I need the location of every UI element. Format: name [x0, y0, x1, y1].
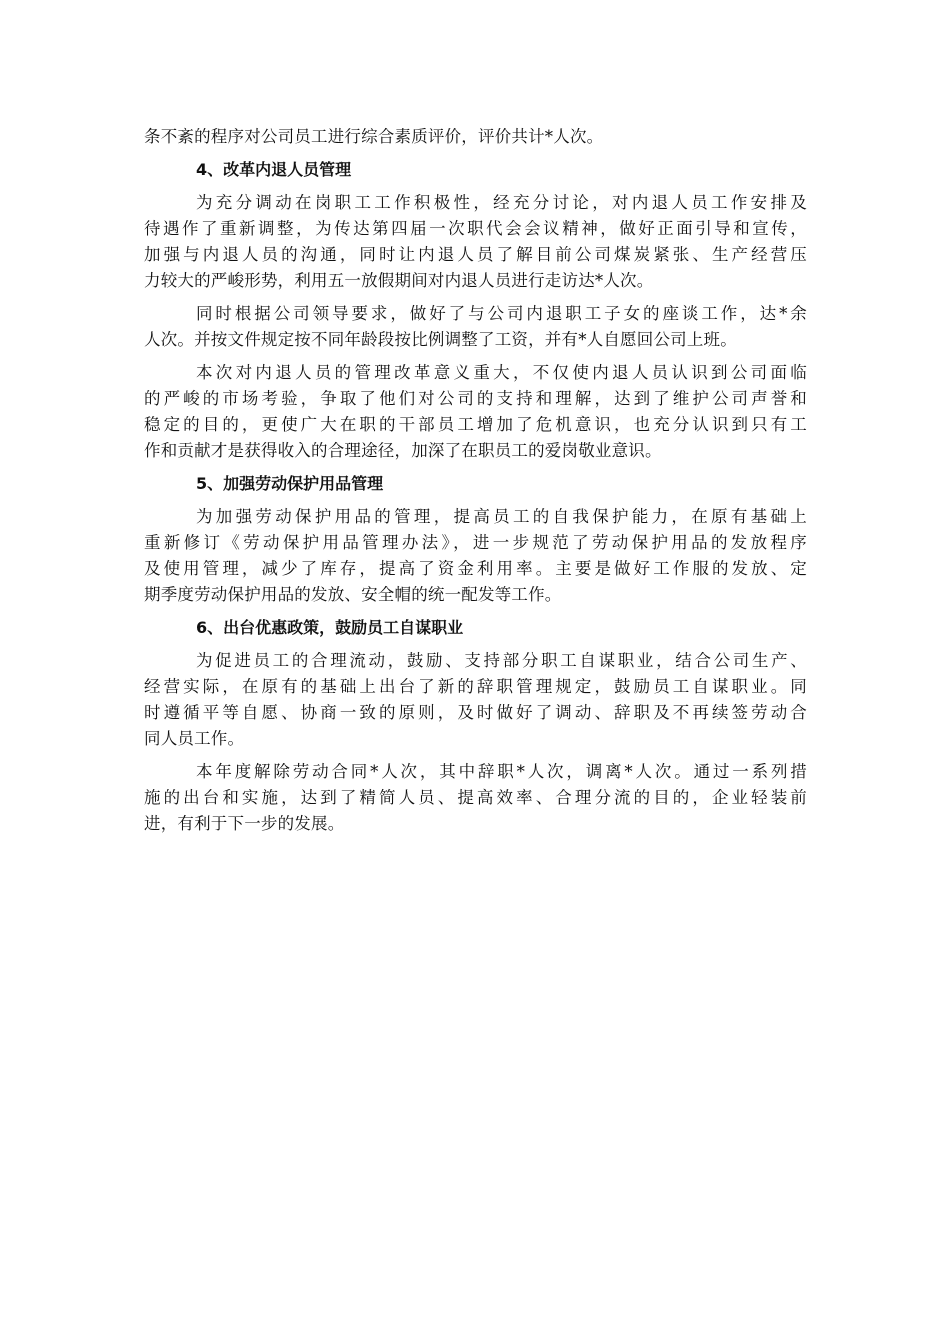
section-heading-5: 5、加强劳动保护用品管理 [196, 474, 384, 493]
paragraph [144, 190, 807, 294]
paragraph-line: 加强与内退人员的沟通，同时让内退人员了解目前公司煤炭紧张、生产经营压 [144, 245, 807, 264]
paragraph-continuation [144, 124, 807, 150]
paragraph-line: 经营实际，在原有的基础上出台了新的辞职管理规定，鼓励员工自谋职业。同 [144, 677, 807, 696]
document-body [144, 124, 807, 844]
paragraph-line: 为加强劳动保护用品的管理，提高员工的自我保护能力，在原有基础上 [196, 507, 807, 526]
paragraph-line: 时遵循平等自愿、协商一致的原则，及时做好了调动、辞职及不再续签劳动合 [144, 703, 807, 722]
paragraph-line: 及使用管理，减少了库存，提高了资金利用率。主要是做好工作服的发放、定 [144, 559, 807, 578]
paragraph-line: 的严峻的市场考验，争取了他们对公司的支持和理解，达到了维护公司声誉和 [144, 389, 807, 408]
section-heading-4: 4、改革内退人员管理 [196, 160, 352, 179]
paragraph-line: 作和贡献才是获得收入的合理途径，加深了在职员工的爱岗敬业意识。 [144, 441, 662, 460]
paragraph-line: 为促进员工的合理流动，鼓励、支持部分职工自谋职业，结合公司生产、 [196, 651, 807, 670]
paragraph-line: 期季度劳动保护用品的发放、安全帽的统一配发等工作。 [144, 585, 562, 604]
paragraph-line: 待遇作了重新调整，为传达第四届一次职代会会议精神，做好正面引导和宣传， [144, 219, 807, 238]
paragraph-line: 本次对内退人员的管理改革意义重大，不仅使内退人员认识到公司面临 [196, 363, 807, 382]
paragraph-line: 进，有利于下一步的发展。 [144, 814, 345, 833]
paragraph-line: 条不紊的程序对公司员工进行综合素质评价，评价共计*人次。 [144, 127, 604, 146]
paragraph-line: 力较大的严峻形势，利用五一放假期间对内退人员进行走访达*人次。 [144, 271, 654, 290]
paragraph [144, 759, 807, 837]
paragraph-line: 施的出台和实施，达到了精简人员、提高效率、合理分流的目的，企业轻装前 [144, 788, 807, 807]
paragraph-line: 本年度解除劳动合同*人次，其中辞职*人次，调离*人次。通过一系列措 [196, 762, 807, 781]
paragraph [144, 301, 807, 353]
paragraph-line: 重新修订《劳动保护用品管理办法》，进一步规范了劳动保护用品的发放程序 [144, 533, 807, 552]
paragraph [144, 360, 807, 464]
paragraph [144, 648, 807, 752]
paragraph-line: 人次。并按文件规定按不同年龄段按比例调整了工资，并有*人自愿回公司上班。 [144, 330, 737, 349]
paragraph-line: 稳定的目的，更使广大在职的干部员工增加了危机意识，也充分认识到只有工 [144, 415, 807, 434]
paragraph [144, 504, 807, 608]
section-heading-6: 6、出台优惠政策，鼓励员工自谋职业 [196, 618, 464, 637]
paragraph-line: 为充分调动在岗职工工作积极性，经充分讨论，对内退人员工作安排及 [196, 193, 807, 212]
paragraph-line: 同人员工作。 [144, 729, 245, 748]
paragraph-line: 同时根据公司领导要求，做好了与公司内退职工子女的座谈工作，达*余 [196, 304, 807, 323]
